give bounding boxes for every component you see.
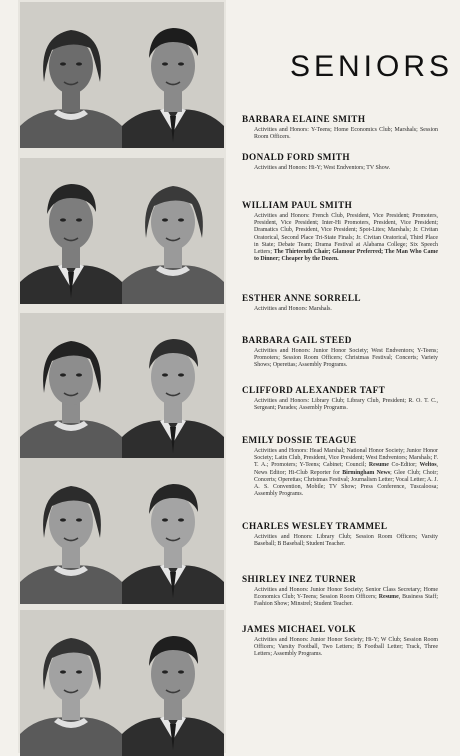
senior-name: WILLIAM PAUL SMITH [242,200,353,210]
senior-activities: Activities and Honors: Head Marshal; National Honor Society; Junior Honor Society; Latin Club, President, Vice President; West Endventors; Marshals; F. T. A.; Promoters; Y-Teens; Cabinet; Council; Resume Co-Editor; Weltos, News Editor; Hi-Club Reporter for Birmingham News; Glee Club; Choir; Concerts; Operettas; Christmas Festival; Journalism Letter; Vocal Letter; A. J. A. S. Convention, Mobile; TV Show; Press Conference, Tuscaloosa; Assembly Programs. [254,448,438,498]
senior-activities: Activities and Honors: Y-Teens; Home Economics Club; Marshals; Session Room Officers. [254,127,438,141]
senior-entry [242,335,438,370]
senior-portrait [20,158,122,304]
senior-name: JAMES MICHAEL VOLK [242,624,357,634]
senior-entry [242,435,438,498]
senior-activities: Activities and Honors: Junior Honor Society; West Endventors; Y-Teens; Promoters; Session Room Officers; Christmas Festival; Concerts; Variety Shows; Operettas; Assembly Programs. [254,348,438,369]
senior-entry [242,293,438,313]
senior-entry [242,385,438,412]
senior-portrait [122,610,224,756]
senior-portrait [20,2,122,148]
senior-portrait [20,610,122,756]
senior-name: EMILY DOSSIE TEAGUE [242,435,357,445]
senior-name: CLIFFORD ALEXANDER TAFT [242,385,386,395]
senior-entry [242,624,438,659]
senior-name: BARBARA GAIL STEED [242,335,352,345]
senior-name: CHARLES WESLEY TRAMMEL [242,521,388,531]
senior-name: DONALD FORD SMITH [242,152,350,162]
portrait-column [18,0,226,753]
senior-activities: Activities and Honors: Library Club; Session Room Officers; Varsity Baseball; B Baseball; Student Teacher. [254,534,438,548]
senior-activities: Activities and Honors: Library Club; Library Club, President; R. O. T. C., Sergeant; Parades; Assembly Programs. [254,398,438,412]
page-title: SENIORS [290,50,454,83]
senior-activities: Activities and Honors: Junior Honor Society; Hi-Y; W Club; Session Room Officers; Varsity Football, Two Letters; B Football Letter; Track, Three Letters; Assembly Programs. [254,637,438,658]
senior-activities: Activities and Honors: French Club, President, Vice President; Promoters, President, Vice President; Inter-Hi Promoters, President, Vice President; Dramatics Club, President, Vice President; Spot-Lites; Marshals; Jr. Civitan Oratorical, Second Place Tri-State Finals; Jr. Civitan Oratorical, Third Place in State; Debate Team; Drama Festival at Alabama College; Six Speech Letters; The Thirteenth Chair; Glamour Preferred; The Man Who Came to Dinner; Cheaper by the Dozen. [254,213,439,263]
senior-portrait [122,458,224,604]
senior-activities: Activities and Honors: Junior Honor Society; Senior Class Secretary; Home Economics Club; Y-Teens; Session Room Officers; Resume, Business Staff; Fashion Show; Minstrel; Student Teacher. [254,587,438,608]
senior-name: BARBARA ELAINE SMITH [242,114,366,124]
senior-portrait [20,458,122,604]
senior-activities: Activities and Honors: Hi-Y; West Endventors; TV Show. [254,165,391,171]
senior-entry [242,574,438,609]
senior-portrait [122,313,224,459]
senior-entry [242,114,438,141]
senior-entry [242,152,438,172]
senior-entry [242,200,438,263]
senior-activities: Activities and Honors: Marshals. [254,306,332,312]
senior-portrait [122,158,224,304]
senior-entry [242,521,438,548]
senior-portrait [122,2,224,148]
senior-name: ESTHER ANNE SORRELL [242,293,361,303]
senior-name: SHIRLEY INEZ TURNER [242,574,357,584]
senior-portrait [20,313,122,459]
